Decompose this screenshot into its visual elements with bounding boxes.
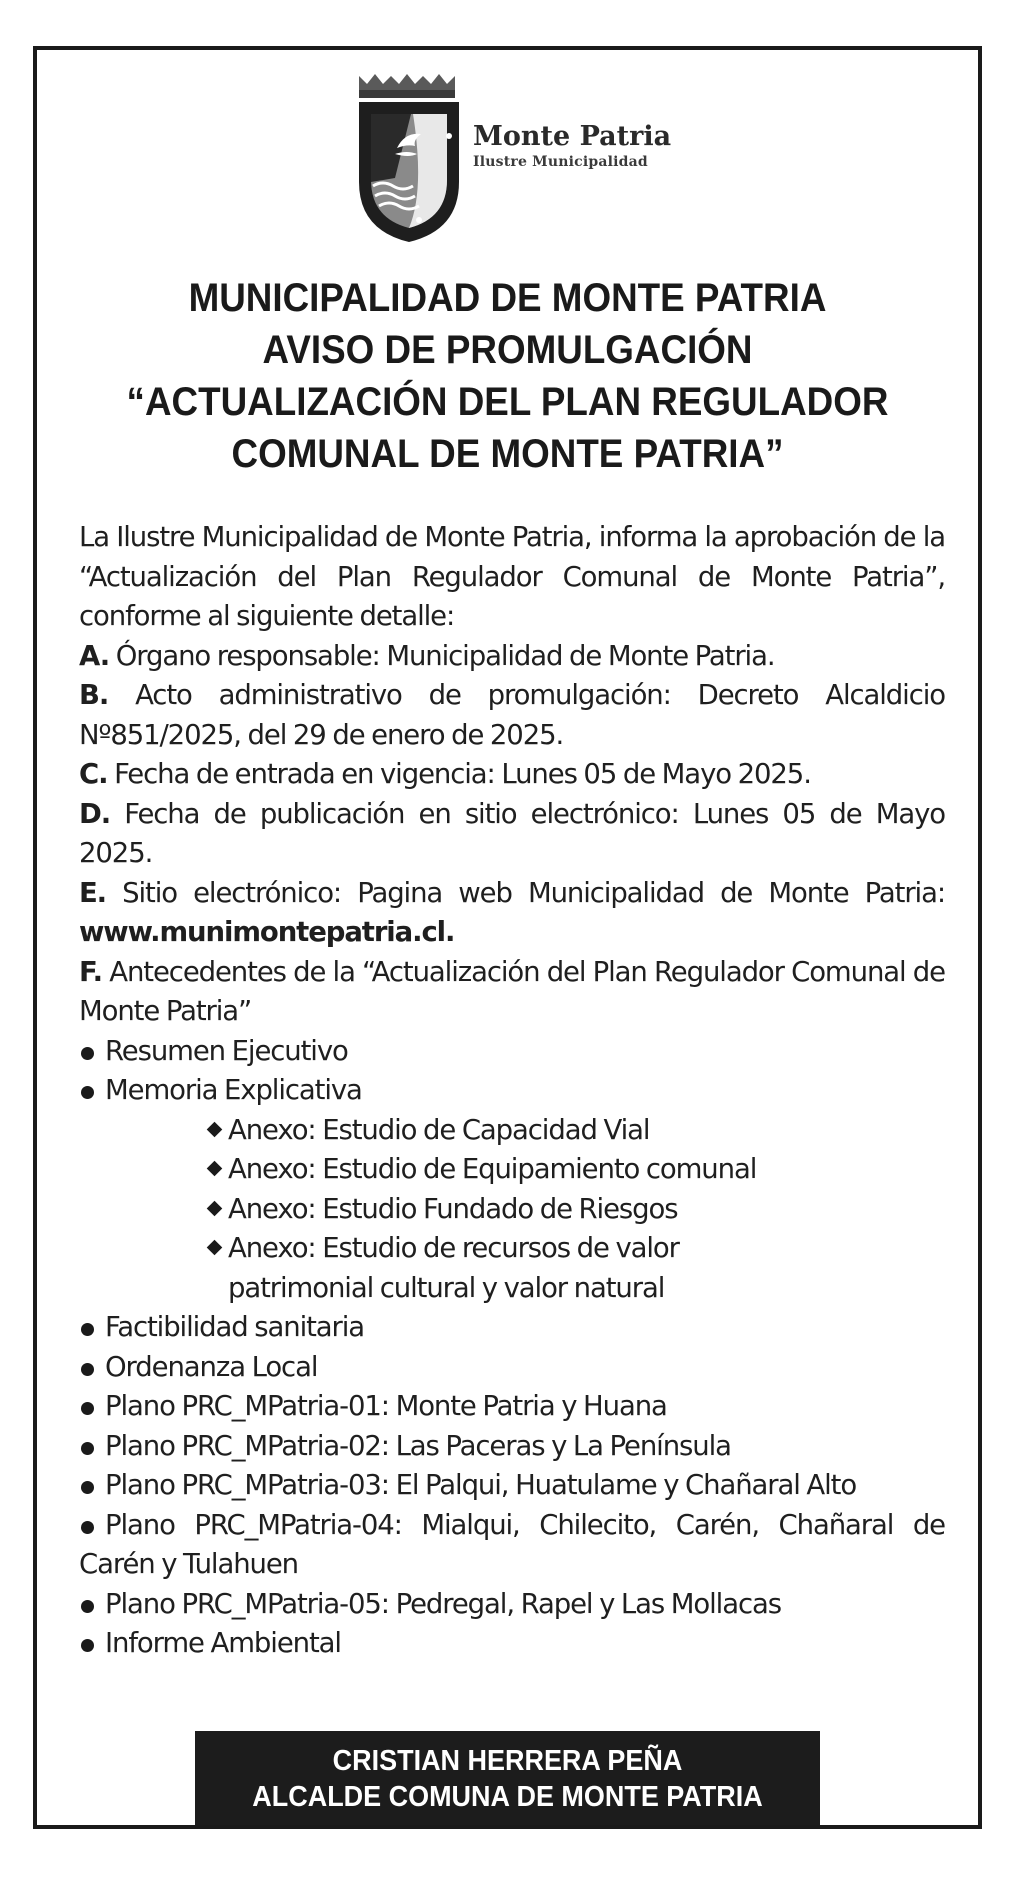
document-item: Ordenanza Local	[79, 1348, 945, 1388]
item-letter: E.	[79, 876, 107, 909]
annex-text: Anexo: Estudio Fundado de Riesgos	[228, 1192, 678, 1225]
item-letter: C.	[79, 758, 108, 790]
annex-text: Anexo: Estudio de Capacidad Vial	[228, 1113, 650, 1146]
annex-item	[79, 1150, 945, 1190]
website-link[interactable]: www.munimontepatria.cl.	[79, 916, 455, 948]
item-text: Antecedentes de la “Actualización del Plan Regulador Comunal de Monte Patria”	[79, 955, 945, 1027]
notice-body	[79, 518, 945, 1664]
mayor-name: CRISTIAN HERRERA PEÑA	[332, 1745, 683, 1777]
signature-block	[195, 1731, 820, 1825]
item-text: Fecha de entrada en vigencia: Lunes 05 de Mayo 2025.	[114, 758, 811, 790]
title-line-2: AVISO DE PROMULGACIÓN	[262, 328, 753, 372]
coat-of-arms-icon	[355, 70, 465, 245]
document-item: Plano PRC_MPatria-02: Las Paceras y La Península	[79, 1427, 945, 1467]
document-item: Plano PRC_MPatria-03: El Palqui, Huatulame y Chañaral Alto	[79, 1466, 945, 1506]
item-letter: A.	[79, 639, 110, 672]
title-line-1: MUNICIPALIDAD DE MONTE PATRIA	[188, 276, 827, 320]
annex-text: Anexo: Estudio de recursos de valor patrimonial cultural y valor natural	[228, 1232, 679, 1304]
item-a	[79, 637, 945, 677]
logo-name: Monte Patria	[473, 121, 672, 152]
document-item: Informe Ambiental	[79, 1624, 945, 1664]
municipality-logo	[355, 70, 715, 245]
diamond-bullet-icon	[207, 1161, 223, 1177]
annex-item	[79, 1111, 945, 1151]
item-text: Acto administrativo de promulgación: Decreto Alcaldicio Nº851/2025, del 29 de enero de 2025.	[79, 679, 945, 751]
logo-subtitle: Ilustre Municipalidad	[473, 154, 648, 170]
annex-item	[79, 1229, 945, 1308]
item-letter: F.	[79, 955, 102, 988]
mayor-role: ALCALDE COMUNA DE MONTE PATRIA	[252, 1781, 763, 1813]
item-c	[79, 755, 945, 795]
document-item: Memoria Explicativa	[79, 1071, 945, 1111]
document-item: Factibilidad sanitaria	[79, 1308, 945, 1348]
item-letter: B.	[79, 679, 109, 711]
item-letter: D.	[79, 797, 111, 830]
diamond-bullet-icon	[207, 1121, 223, 1137]
item-d	[79, 795, 945, 874]
item-f	[79, 953, 945, 1032]
item-text: Órgano responsable: Municipalidad de Monte Patria.	[115, 639, 775, 672]
annex-item	[79, 1190, 945, 1230]
diamond-bullet-icon	[207, 1200, 223, 1216]
diamond-bullet-icon	[207, 1240, 223, 1256]
title-line-3: “ACTUALIZACIÓN DEL PLAN REGULADOR	[126, 380, 889, 424]
document-item: Resumen Ejecutivo	[79, 1032, 945, 1072]
item-e	[79, 874, 945, 953]
annex-text: Anexo: Estudio de Equipamiento comunal	[228, 1153, 757, 1185]
document-item: Plano PRC_MPatria-04: Mialqui, Chilecito, Carén, Chañaral de Carén y Tulahuen	[79, 1506, 945, 1585]
document-item: Plano PRC_MPatria-01: Monte Patria y Huana	[79, 1387, 945, 1427]
item-text: Fecha de publicación en sitio electrónico: Lunes 05 de Mayo 2025.	[79, 797, 945, 869]
notice-title	[40, 272, 975, 480]
logo-text	[473, 122, 671, 172]
intro-paragraph: La Ilustre Municipalidad de Monte Patria, informa la aprobación de la “Actualización del Plan Regulador Comunal de Monte Patria”, conforme al siguiente detalle:	[79, 521, 945, 632]
document-item: Plano PRC_MPatria-05: Pedregal, Rapel y Las Mollacas	[79, 1585, 945, 1625]
title-line-4: COMUNAL DE MONTE PATRIA”	[231, 432, 784, 476]
item-b	[79, 676, 945, 755]
item-text: Sitio electrónico: Pagina web Municipalidad de Monte Patria:	[122, 876, 945, 909]
